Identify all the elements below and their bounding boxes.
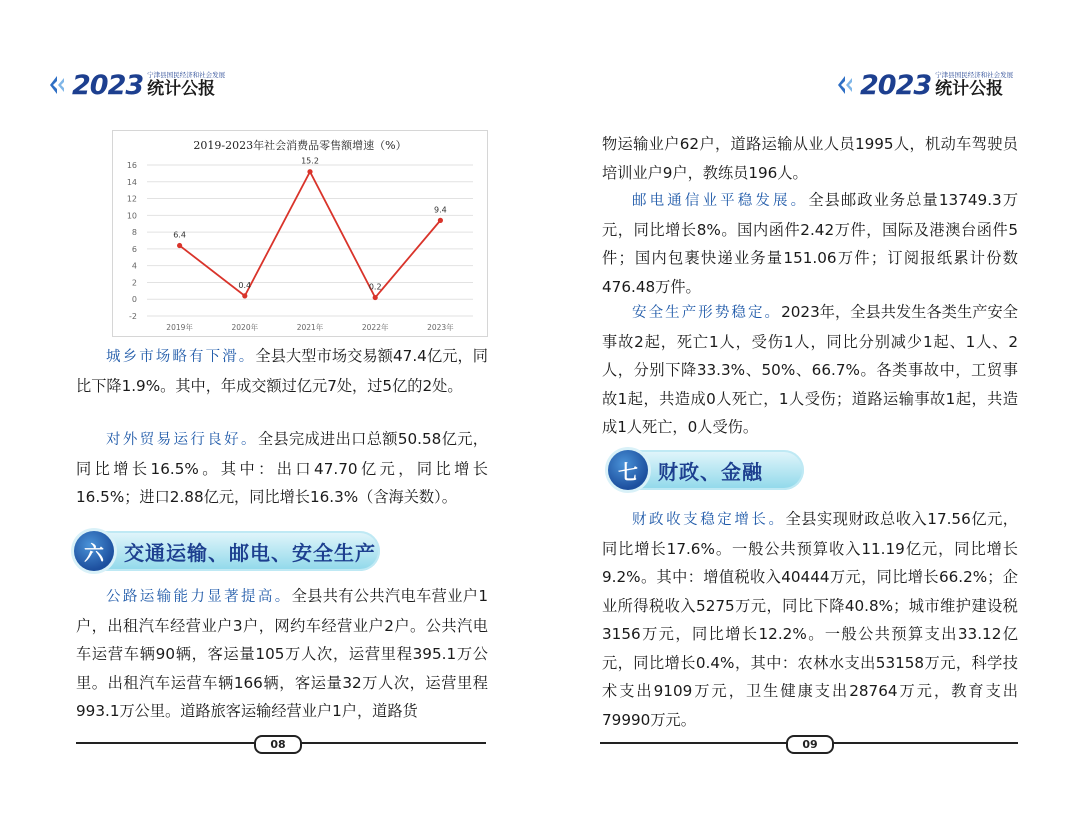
paragraph-heading: 公路运输能力显著提高。 bbox=[106, 589, 292, 605]
paragraph-text: 全县完成进出口总额50.58亿元，同比增长16.5%。其中：出口47.70亿元，同比增长16.5%；进口2.88亿元，同比增长16.3%（含海关数）。 bbox=[76, 430, 488, 506]
data-point bbox=[373, 295, 378, 300]
logo-subtitle: 宁津县国民经济和社会发展 bbox=[935, 71, 1014, 79]
paragraph-urban-rural-market bbox=[76, 342, 488, 400]
logo-emblem-icon bbox=[48, 73, 68, 97]
paragraph-text: 2023年，全县共发生各类生产安全事故2起，死亡1人，受伤1人，同比分别减少1起、1人、2人，分别下降33.3%、50%、66.7%。各类事故中，工贸事故1起，共造成0人死亡，1人受伤；道路运输事故1起，共造成1人死亡，0人受伤。 bbox=[602, 303, 1018, 436]
page-number: 08 bbox=[254, 735, 302, 754]
data-point bbox=[242, 293, 247, 298]
y-tick-label: 10 bbox=[126, 211, 137, 221]
section-number: 七 bbox=[608, 450, 648, 490]
logo-emblem-icon bbox=[836, 73, 856, 97]
logo-title: 统计公报 bbox=[147, 79, 216, 99]
x-tick-label: 2022年 bbox=[361, 323, 389, 332]
paragraph-work-safety bbox=[602, 298, 1018, 442]
chart-title: 2019-2023年社会消费品零售额增速（%） bbox=[193, 139, 407, 152]
paragraph-text: 全县实现财政总收入17.56亿元，同比增长17.6%。一般公共预算收入11.19亿元，同比增长9.2%。其中：增值税收入40444万元，同比增长66.2%；企业所得税收入5275万元，同比下降40.8%；城市维护建设税3156万元，同比增长12.2%。一般公共预算支出33.12亿元，同比增长0.4%，其中：农林水支出53158万元，科学技术支出9109万元，卫生健康支出28764万元，教育支出79990万元。 bbox=[602, 510, 1018, 729]
paragraph-heading: 对外贸易运行良好。 bbox=[106, 432, 258, 448]
report-logo bbox=[836, 68, 1013, 102]
growth-line-chart bbox=[112, 130, 488, 337]
section-heading-7 bbox=[608, 450, 804, 490]
paragraph-text: 全县大型市场交易额47.4亿元，同比下降1.9%。其中，年成交额过亿元7处，过5亿的2处。 bbox=[76, 347, 488, 395]
section-heading-6 bbox=[74, 531, 380, 571]
right-page bbox=[540, 0, 1080, 815]
y-tick-label: 4 bbox=[131, 261, 137, 271]
paragraph-heading: 邮电通信业平稳发展。 bbox=[632, 193, 809, 209]
paragraph-heading: 城乡市场略有下滑。 bbox=[106, 349, 256, 365]
section-number: 六 bbox=[74, 531, 114, 571]
y-tick-label: -2 bbox=[129, 312, 137, 321]
logo-title: 统计公报 bbox=[935, 79, 1004, 99]
paragraph-foreign-trade bbox=[76, 425, 488, 512]
data-label: 0.4 bbox=[238, 280, 252, 290]
data-point bbox=[177, 243, 182, 248]
y-tick-label: 6 bbox=[131, 244, 137, 254]
data-label: 6.4 bbox=[173, 230, 186, 240]
y-tick-label: 2 bbox=[131, 278, 137, 288]
data-label: 0.2 bbox=[368, 282, 382, 292]
logo-year: 2023 bbox=[860, 69, 932, 101]
paragraph-heading: 财政收支稳定增长。 bbox=[632, 512, 786, 528]
data-point bbox=[438, 218, 443, 223]
paragraph-text: 全县邮政业务总量13749.3万元，同比增长8%。国内函件2.42万件，国际及港澳台函件5件；国内包裹快递业务量151.06万件；订阅报纸累计份数476.48万件。 bbox=[602, 191, 1019, 296]
y-tick-label: 0 bbox=[131, 295, 137, 305]
y-tick-label: 12 bbox=[126, 194, 137, 204]
paragraph-freight-cont bbox=[602, 130, 1018, 187]
x-tick-label: 2020年 bbox=[231, 323, 259, 332]
logo-subtitle: 宁津县国民经济和社会发展 bbox=[147, 71, 226, 79]
section-title: 交通运输、邮电、安全生产 bbox=[124, 540, 376, 565]
paragraph-heading: 安全生产形势稳定。 bbox=[632, 305, 782, 321]
y-tick-label: 16 bbox=[126, 161, 137, 170]
y-tick-label: 14 bbox=[126, 177, 137, 187]
report-logo bbox=[48, 68, 225, 102]
paragraph-road-transport bbox=[76, 582, 488, 726]
paragraph-text: 全县共有公共汽电车营业户1户，出租汽车经营业户3户，网约车经营业户2户。公共汽电车运营车辆90辆，客运量105万人次，运营里程395.1万公里。出租汽车运营车辆166辆，客运量32万人次，运营里程993.1万公里。道路旅客运输经营业户1户，道路货 bbox=[76, 587, 488, 720]
section-title: 财政、金融 bbox=[658, 459, 763, 484]
paragraph-post-telecom bbox=[602, 186, 1018, 301]
logo-year: 2023 bbox=[72, 69, 144, 101]
data-point bbox=[307, 169, 312, 174]
series-line bbox=[180, 172, 441, 298]
y-tick-label: 8 bbox=[131, 228, 137, 238]
data-label: 15.2 bbox=[301, 156, 319, 166]
x-tick-label: 2019年 bbox=[166, 323, 193, 332]
data-label: 9.4 bbox=[434, 205, 447, 215]
x-tick-label: 2021年 bbox=[296, 323, 324, 332]
x-tick-label: 2023年 bbox=[427, 323, 454, 332]
paragraph-text: 物运输业户62户，道路运输从业人员1995人，机动车驾驶员培训业户9户，教练员196人。 bbox=[602, 135, 1018, 182]
paragraph-finance bbox=[602, 505, 1018, 734]
chart-canvas bbox=[113, 131, 487, 336]
page-number: 09 bbox=[786, 735, 834, 754]
